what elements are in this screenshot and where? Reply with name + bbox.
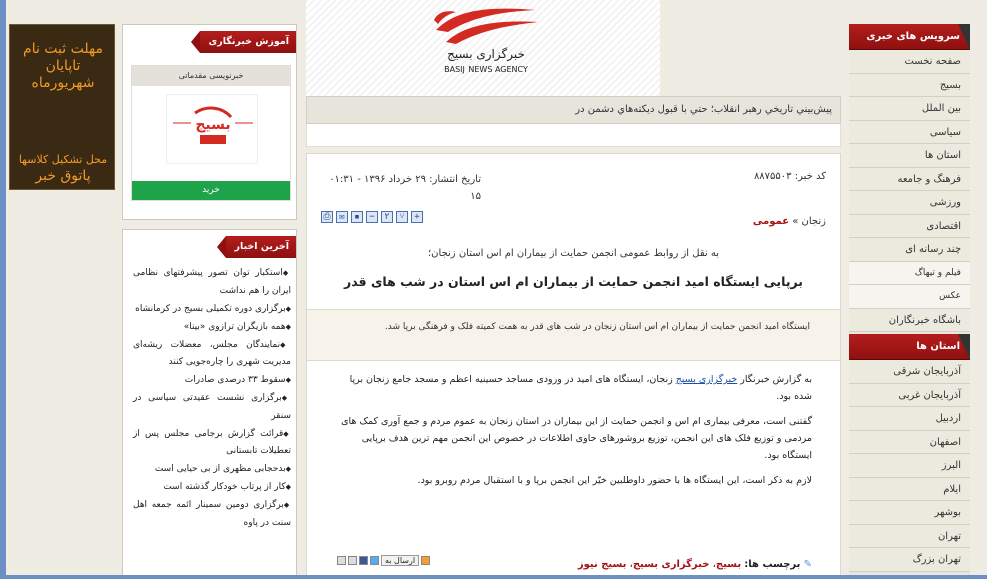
provinces-title: استان ها	[916, 341, 960, 352]
article-lead: به نقل از روابط عمومی انجمن حمایت از بیماران ام اس استان زنجان؛	[428, 248, 719, 259]
news-link[interactable]: ◆ بدحجابی مظهری از بی حیایی است	[133, 461, 291, 479]
news-link[interactable]: ◆ برگزاری دومین سمینار ائمه جمعه اهل سنت در پاوه	[133, 497, 291, 532]
article-summary: ایستگاه امید انجمن حمایت از بیماران ام اس استان زنجان در شب های قدر به همت کمیته فلک و فرهنگی برپا شد.	[307, 309, 840, 361]
logo-english-text	[429, 64, 543, 75]
breadcrumb	[753, 216, 826, 227]
buy-button[interactable]: خرید	[132, 181, 290, 200]
agency-link[interactable]: خبرگزاری بسیج	[675, 374, 738, 385]
news-services-title: سرویس های خبری	[866, 31, 960, 42]
news-code: کد خبر: ۸۸۷۵۵۰۳	[753, 171, 826, 182]
news-link[interactable]: ◆ سقوط ۳۳ درصدی صادرات	[133, 372, 291, 390]
article-panel	[306, 153, 841, 579]
paragraph-1-end: زنجان، ایستگاه های امید در ورودی مساجد حسینیه اعظم و مسجد جامع زنجان برپا شده بود.	[349, 374, 812, 402]
article-body	[337, 371, 812, 497]
ticker-spacer	[306, 124, 841, 147]
ad-top-line2: تاپایان شهریورماه	[31, 58, 95, 91]
nav-item[interactable]: اقتصادی	[849, 215, 970, 239]
font-size-level-icon[interactable]: ٢	[381, 211, 393, 223]
tag-separator: ،	[629, 559, 633, 570]
services-nav	[849, 50, 970, 332]
latest-news-header: آخرین اخبار	[226, 236, 296, 258]
news-ticker[interactable]	[306, 96, 841, 124]
nav-subitem[interactable]: فیلم و تیهاگ	[849, 262, 970, 286]
province-item[interactable]: بوشهر	[849, 501, 970, 525]
product-card[interactable]	[131, 65, 291, 201]
ad-top-line1: مهلت ثبت نام	[23, 41, 103, 57]
training-header: آموزش خبرنگاری	[200, 31, 296, 53]
basij-logo-icon	[426, 4, 546, 48]
ad-bottom-line2: پاتوق خبر	[35, 168, 91, 184]
nav-item[interactable]: استان ها	[849, 144, 970, 168]
news-link[interactable]: ◆ کار از پرتاب خودکار گذشته است	[133, 479, 291, 497]
province-item[interactable]: تهران بزرگ	[849, 548, 970, 572]
provinces-nav	[849, 360, 970, 572]
nav-item[interactable]: باشگاه خبرنگاران	[849, 309, 970, 333]
news-link[interactable]: ◆ همه بازیگران ترازوی «بینا»	[133, 319, 291, 337]
right-sidebar	[849, 24, 970, 579]
product-cover-image[interactable]	[166, 94, 258, 164]
tags-label: برچسب ها:	[744, 559, 801, 570]
news-services-header	[849, 24, 970, 50]
tag-link[interactable]: خبرگزاری بسیج	[632, 559, 710, 570]
paragraph-1-start: به گزارش خبرنگار	[737, 374, 812, 385]
site-header-logo[interactable]	[306, 0, 660, 96]
ticker-text[interactable]: پيش‌بيني تاريخي رهبر انقلاب؛ حتي با قبول ديكته‌هاي دشمن در	[575, 104, 832, 115]
news-link[interactable]: ◆ برگزاری نشست عقیدتی سیاسی در سنقر	[133, 390, 291, 425]
tag-link[interactable]: بسیج	[715, 559, 742, 570]
print-icon[interactable]: ⎙	[321, 211, 333, 223]
article-tools	[321, 211, 423, 223]
twitter-icon[interactable]	[370, 556, 379, 565]
province-item[interactable]: اردبیل	[849, 407, 970, 431]
share-plus-icon[interactable]	[421, 556, 430, 565]
save-icon[interactable]: ▪	[351, 211, 363, 223]
tag-icon: ✎	[803, 559, 812, 570]
province-item[interactable]: آذربایجان شرقی	[849, 360, 970, 384]
news-link[interactable]: ◆ برگزاری دوره تکمیلی بسیج در کرمانشاه	[133, 301, 291, 319]
nav-item[interactable]: صفحه نخست	[849, 50, 970, 74]
font-increase-icon[interactable]: +	[411, 211, 423, 223]
email-icon[interactable]: ✉	[336, 211, 348, 223]
article-headline: برپایی ایستگاه امید انجمن حمایت از بیماران ام اس استان در شب های قدر	[344, 274, 803, 289]
province-item[interactable]: اصفهان	[849, 431, 970, 455]
nav-subitem[interactable]: عکس	[849, 285, 970, 309]
product-title: خبرنویسی مقدماتی	[132, 66, 290, 86]
logo-persian-text: خبرگزاری بسیج	[447, 47, 525, 61]
nav-item[interactable]: فرهنگ و جامعه	[849, 168, 970, 192]
logo-english-sub: NEWS AGENCY	[468, 65, 528, 74]
publish-date-line2: ۱۵	[470, 191, 481, 202]
province-item[interactable]: تهران	[849, 525, 970, 549]
provinces-header	[849, 334, 970, 360]
product-logo-text: بسیج	[195, 117, 231, 133]
facebook-icon[interactable]	[359, 556, 368, 565]
nav-item[interactable]: چند رسانه ای	[849, 238, 970, 262]
ad-bottom-text	[14, 151, 112, 185]
share-icon-1[interactable]	[337, 556, 346, 565]
share-icon-2[interactable]	[348, 556, 357, 565]
ad-bottom-line1: محل تشکیل کلاسها	[18, 153, 108, 166]
province-item[interactable]: آذربایجان غربی	[849, 384, 970, 408]
font-decrease-icon[interactable]: −	[366, 211, 378, 223]
breadcrumb-separator: »	[792, 216, 799, 227]
tag-separator: ،	[712, 559, 716, 570]
publish-date	[321, 171, 481, 205]
share-bar	[337, 555, 430, 566]
tags-line	[578, 559, 812, 570]
article-paragraph-1	[337, 371, 812, 405]
nav-item[interactable]: بسیج	[849, 74, 970, 98]
breadcrumb-place[interactable]: زنجان	[801, 216, 826, 227]
news-link[interactable]: ◆ قرائت گزارش برجامی مجلس پس از تعطیلات تابستانی	[133, 426, 291, 461]
breadcrumb-category[interactable]: عمومی	[752, 216, 790, 227]
corner-arrow-icon	[958, 24, 970, 50]
send-to-button[interactable]: ارسال به	[381, 555, 419, 566]
tag-link[interactable]: بسیج نیوز	[577, 559, 627, 570]
publish-date-line1: تاریخ انتشار: ۲۹ خرداد ۱۳۹۶ - ۰۱:۳۱	[329, 174, 481, 185]
latest-news-panel	[122, 229, 297, 579]
article-paragraph-3: لازم به ذکر است، این ایستگاه ها با حضور داوطلبین خیّر این انجمن برپا و با استقبال مردم روبرو بود.	[417, 475, 812, 486]
training-panel	[122, 24, 297, 220]
province-item[interactable]: ایلام	[849, 478, 970, 502]
logo-english-main: BASIJ	[444, 65, 465, 74]
corner-arrow-icon	[958, 334, 970, 360]
nav-item[interactable]: ورزشی	[849, 191, 970, 215]
ad-top-text	[14, 41, 112, 92]
latest-news-list	[133, 265, 291, 533]
province-item[interactable]: البرز	[849, 454, 970, 478]
article-paragraph-2: گفتنی است، معرفی بیماری ام اس و انجمن حمایت از این بیماران در استان زنجان به عموم مردم و جمع آوری کمک های مردمی و توزیع فلک های این انجمن، توزیع بروشورهای حاوی اطلاعات در خصوص این انجمن مهم ترین هدف برپایی ایستگاه بود.	[341, 416, 812, 461]
nav-item[interactable]: بین الملل	[849, 97, 970, 121]
chevron-down-icon[interactable]: ˅	[396, 211, 408, 223]
registration-ad-banner[interactable]	[9, 24, 115, 190]
news-link[interactable]: ◆ استکبار توان تصور پیشرفتهای نظامی ایران را هم نداشت	[133, 265, 291, 300]
news-link[interactable]: ◆ نمایندگان مجلس، معضلات ریشه‌ای مدیریت شهری را چاره‌جویی کنند	[133, 337, 291, 372]
nav-item[interactable]: سیاسی	[849, 121, 970, 145]
